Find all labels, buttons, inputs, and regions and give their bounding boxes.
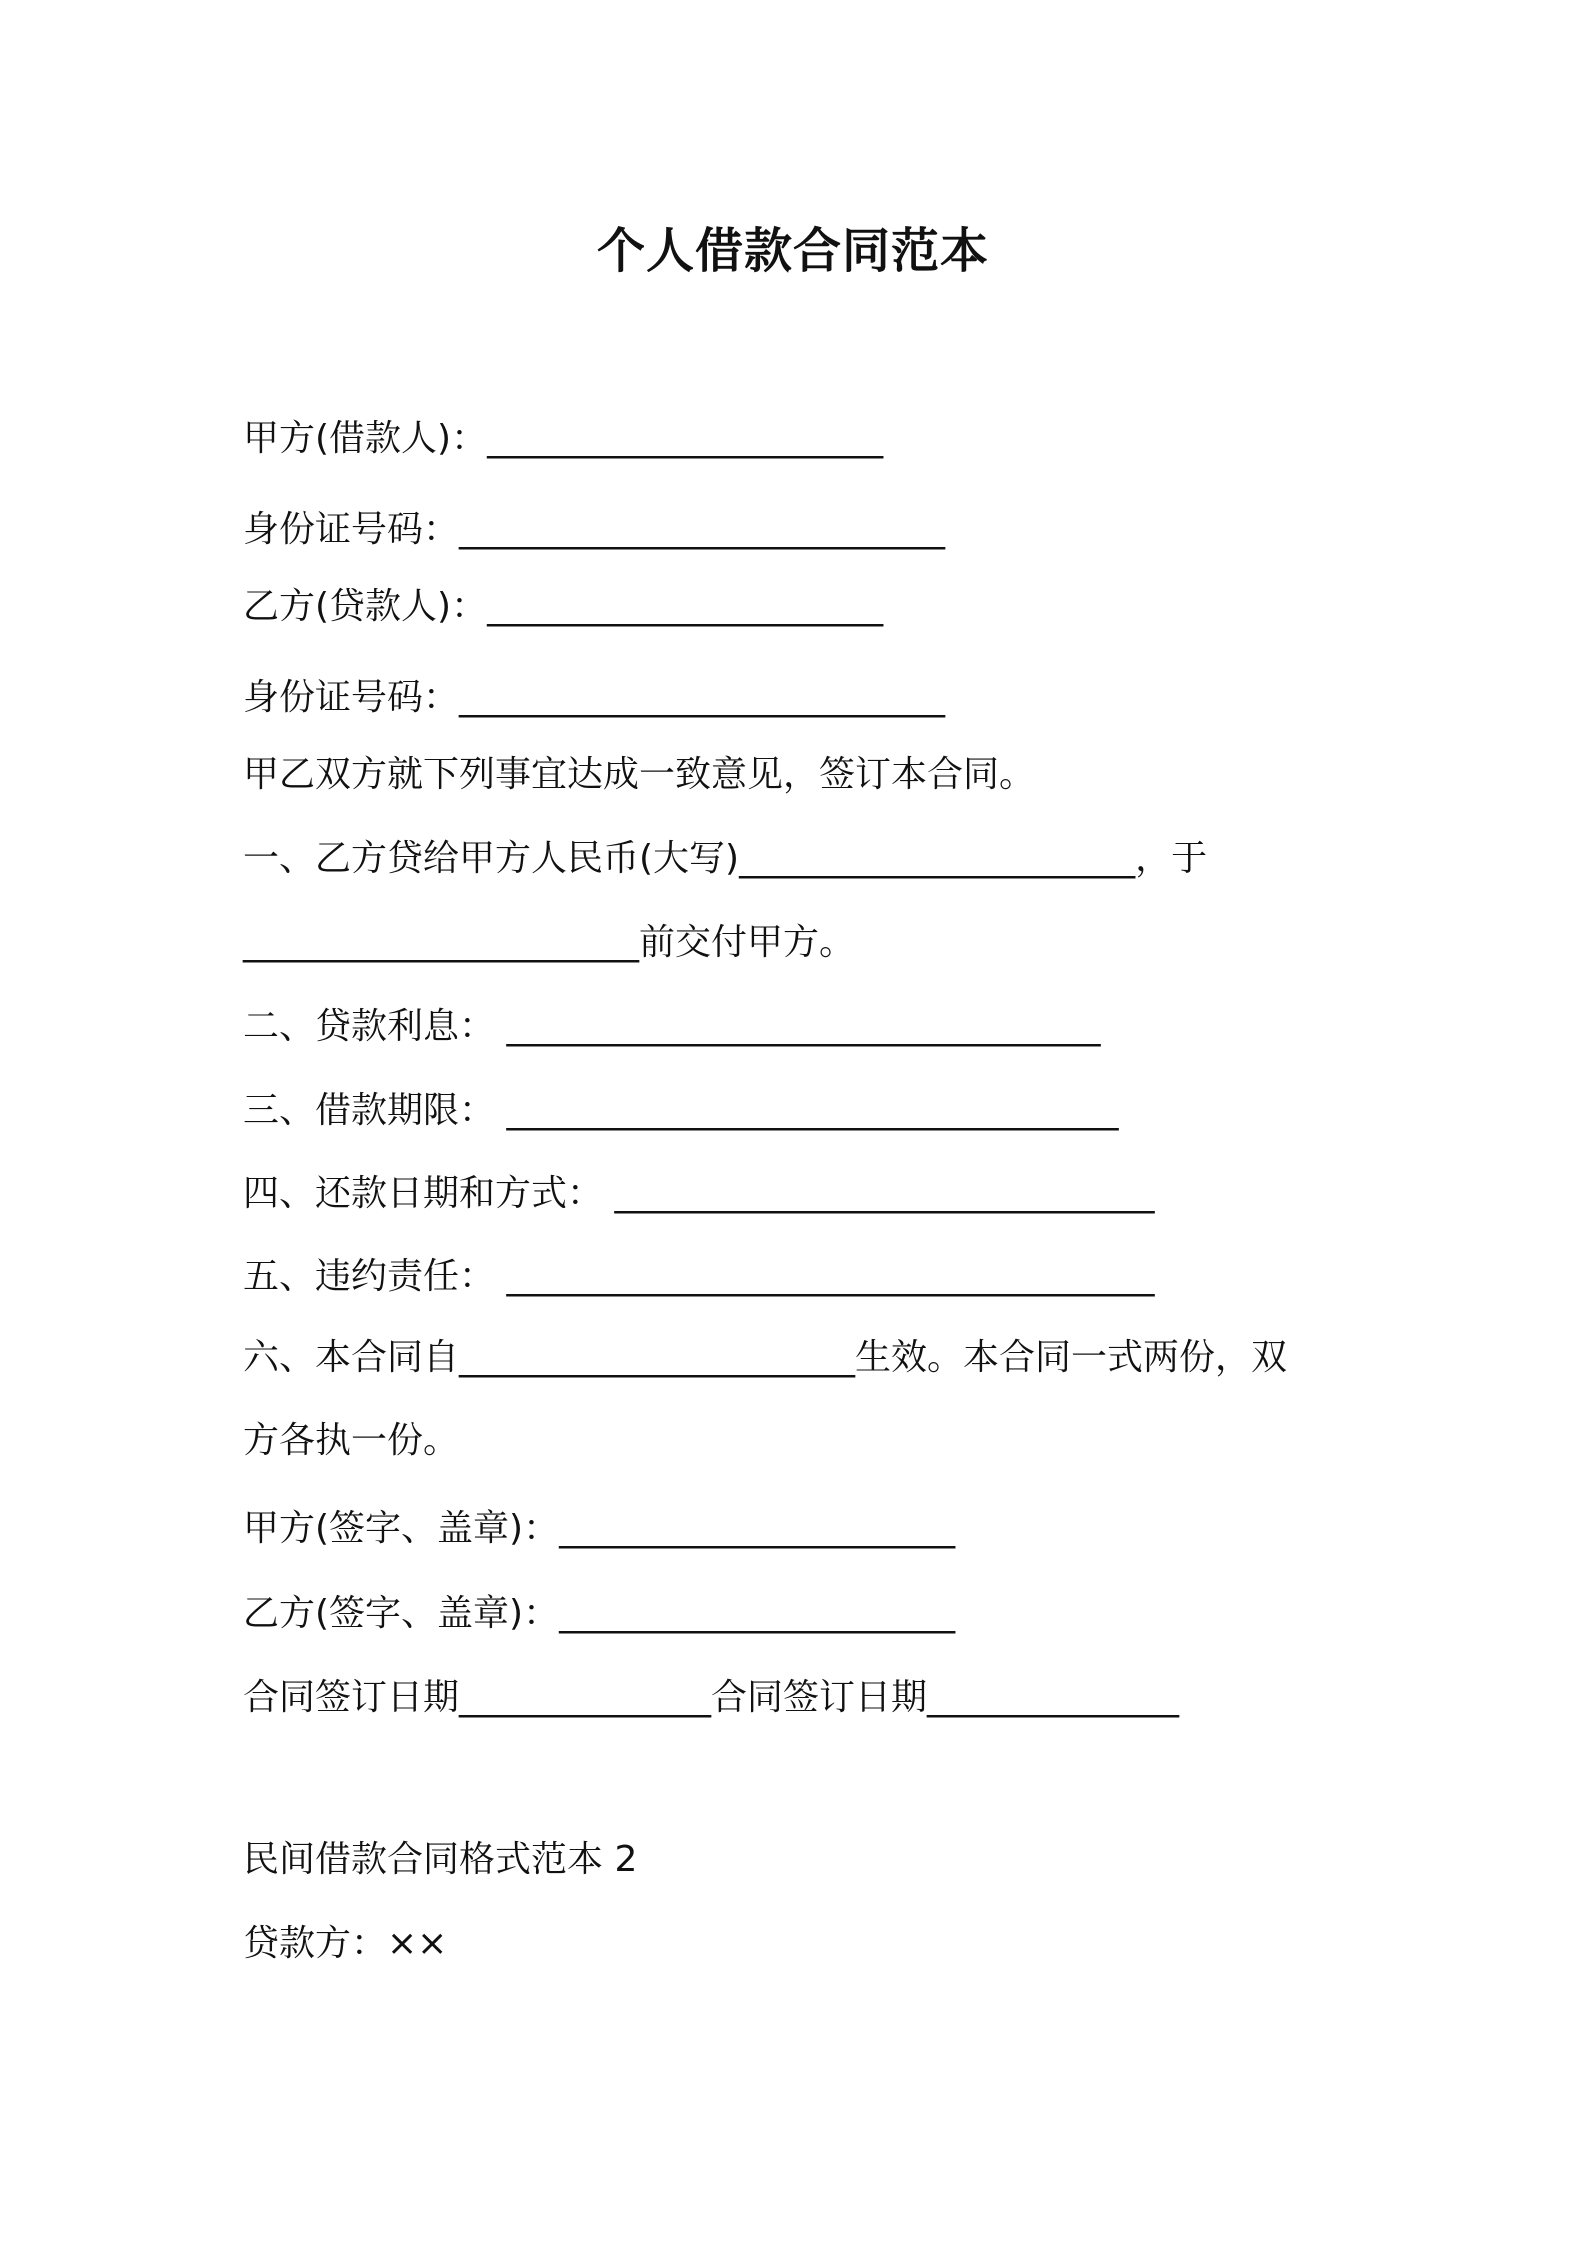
lender-line: 贷款方：×× <box>243 1923 448 1964</box>
section-2-heading: 民间借款合同格式范本 2 <box>243 1839 638 1880</box>
document-title: 个人借款合同范本 <box>596 223 989 279</box>
signing-date-line: 合同签订日期______________合同签订日期______________ <box>243 1677 1180 1718</box>
clause-2-interest: 二、贷款利息： _________________________________ <box>243 1006 1101 1047</box>
party-b-signature-line: 乙方(签字、盖章)：______________________ <box>243 1593 956 1634</box>
party-a-borrower-line: 甲方(借款人)：______________________ <box>243 418 884 459</box>
clause-6-line-1: 六、本合同自______________________生效。本合同一式两份，双 <box>243 1337 1288 1378</box>
clause-1-line-1: 一、乙方贷给甲方人民币(大写)______________________，于 <box>243 838 1208 879</box>
agreement-intro-line: 甲乙双方就下列事宜达成一致意见，签订本合同。 <box>243 754 1036 795</box>
party-a-id-line: 身份证号码：___________________________ <box>243 509 946 550</box>
clause-4-repayment: 四、还款日期和方式： ______________________________ <box>243 1173 1155 1214</box>
clause-5-liability: 五、违约责任： ____________________________________ <box>243 1256 1155 1297</box>
clause-1-line-2: ______________________前交付甲方。 <box>243 922 856 963</box>
clause-6-line-2: 方各执一份。 <box>243 1420 460 1461</box>
party-b-lender-line: 乙方(贷款人)：______________________ <box>243 586 884 627</box>
party-b-id-line: 身份证号码：___________________________ <box>243 677 946 718</box>
party-a-signature-line: 甲方(签字、盖章)：______________________ <box>243 1508 956 1549</box>
clause-3-term: 三、借款期限： __________________________________ <box>243 1090 1119 1131</box>
